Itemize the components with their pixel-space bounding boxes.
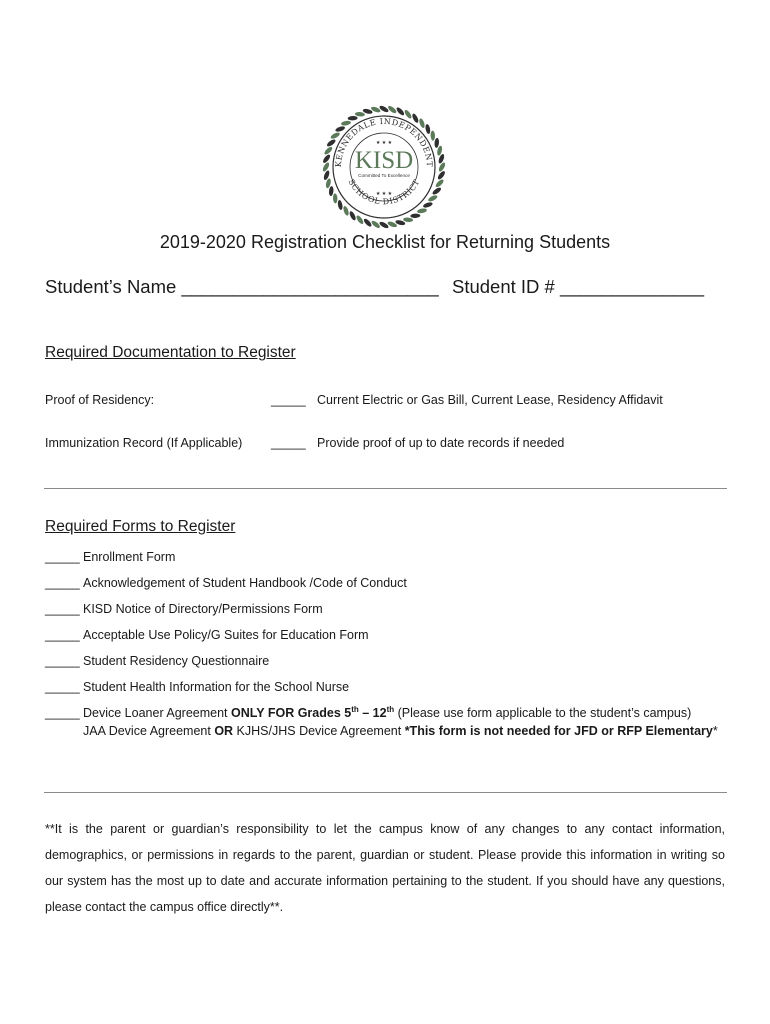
divider (44, 792, 727, 793)
laurel-leaf (348, 210, 356, 221)
checkbox-blank[interactable]: _____ (45, 602, 80, 616)
laurel-leaf (330, 131, 341, 139)
form-item-directory[interactable] (45, 602, 323, 616)
laurel-leaf (387, 105, 398, 115)
laurel-leaf (411, 113, 419, 124)
form-item-label: Student Health Information for the School Nurse (83, 680, 350, 694)
checkbox-blank[interactable]: _____ (45, 550, 80, 564)
device-text-b: ONLY FOR Grades 5 (231, 706, 352, 720)
laurel-leaf (430, 131, 435, 141)
logo-tagline: Committed To Excellence (358, 173, 410, 178)
checkbox-blank[interactable]: _____ (45, 576, 80, 590)
logo-ring-text-bottom: SCHOOL DISTRICT (346, 177, 422, 207)
checkbox-blank[interactable]: _____ (45, 706, 80, 720)
form-item-enrollment[interactable] (45, 550, 175, 564)
laurel-leaf (431, 186, 442, 195)
kisd-logo (319, 102, 449, 232)
device-agreement-subline (83, 724, 718, 738)
laurel-leaf (323, 146, 333, 156)
doc-label-immunization: Immunization Record (If Applicable) (45, 436, 243, 450)
laurel-leaf (337, 200, 343, 211)
page-title: 2019-2020 Registration Checklist for Returning Students (159, 232, 611, 252)
laurel-leaf (438, 162, 447, 173)
student-id-blank[interactable]: ______________ (559, 276, 705, 297)
laurel-leaf (341, 120, 352, 126)
logo-stars-bottom: ★ ★ ★ (375, 191, 393, 197)
form-item-label: Student Residency Questionnaire (83, 654, 270, 668)
laurel-leaf (355, 112, 365, 117)
logo-acronym: KISD (354, 147, 414, 174)
doc-blank-immunization[interactable]: _____ (271, 436, 306, 450)
laurel-leaf (425, 124, 431, 135)
checkbox-blank[interactable]: _____ (45, 628, 80, 642)
device-text-d: (Please use form applicable to the student’s campus) (394, 706, 692, 720)
laurel-leaf (342, 205, 349, 216)
form-item-residency-questionnaire[interactable] (45, 654, 269, 668)
laurel-leaf (363, 218, 373, 228)
laurel-leaf (418, 118, 425, 129)
form-item-label: Acceptable Use Policy/G Suites for Education Form (83, 628, 369, 642)
laurel-leaf (379, 105, 390, 114)
device-text-h: *This form is not needed for JFD or RFP Elementary (404, 724, 713, 738)
logo-ring-text-top: KENNEDALE INDEPENDENT (333, 116, 435, 168)
doc-blank-residency[interactable]: _____ (271, 393, 306, 407)
checkbox-blank[interactable]: _____ (45, 654, 80, 668)
form-item-health-info[interactable] (45, 680, 349, 694)
laurel-leaf (379, 221, 390, 230)
student-name-label: Student’s Name (45, 276, 177, 297)
device-sup-2: th (386, 704, 395, 714)
forms-heading: Required Forms to Register (45, 518, 236, 535)
laurel-leaf (437, 170, 447, 181)
form-item-label: Enrollment Form (83, 550, 176, 564)
device-text-e: JAA Device Agreement (83, 724, 215, 738)
documentation-heading: Required Documentation to Register (45, 344, 296, 361)
laurel-leaf (422, 201, 433, 208)
device-text-i: * (712, 724, 718, 738)
divider (44, 488, 727, 489)
laurel-leaf (322, 162, 331, 173)
laurel-leaf (322, 153, 332, 164)
laurel-leaf (329, 186, 334, 196)
device-text-f: OR (214, 724, 234, 738)
student-name-field[interactable] (45, 276, 439, 298)
student-name-blank[interactable]: _________________________ (181, 276, 439, 297)
device-sup-1: th (351, 704, 359, 714)
form-item-handbook[interactable] (45, 576, 407, 590)
doc-desc-residency: Current Electric or Gas Bill, Current Lease, Residency Affidavit (317, 393, 663, 407)
laurel-leaf (435, 178, 445, 188)
device-text-c: – 12 (358, 706, 387, 720)
device-text-g: KJHS/JHS Device Agreement (233, 724, 405, 738)
laurel-leaf (348, 116, 358, 121)
laurel-leaf (335, 125, 346, 132)
student-id-label: Student ID # (452, 276, 555, 297)
doc-desc-immunization: Provide proof of up to date records if needed (317, 436, 565, 450)
laurel-leaf (403, 217, 413, 222)
laurel-leaf (326, 138, 337, 147)
laurel-leaf (410, 213, 420, 218)
laurel-leaf (333, 193, 338, 203)
form-item-label: KISD Notice of Directory/Permissions Form (83, 602, 323, 616)
laurel-leaf (434, 138, 439, 148)
laurel-leaf (417, 208, 428, 214)
form-item-label: Acknowledgement of Student Handbook /Code of Conduct (83, 576, 407, 590)
laurel-leaf (355, 214, 364, 225)
form-item-aup[interactable] (45, 628, 369, 642)
laurel-leaf (427, 194, 438, 202)
parent-responsibility-note: **It is the parent or guardian’s responsibility to let the campus know of any changes to any contact information, demographics, or permissions in regards to the parent, guardian or student. Please provide this information in writing so our system has the most up to date and accurate information pertaining to the student. If you should have any questions, please contact the campus office directly**. (45, 822, 725, 914)
checkbox-blank[interactable]: _____ (45, 680, 80, 694)
doc-label-residency: Proof of Residency: (45, 393, 155, 407)
laurel-leaf (370, 220, 381, 230)
form-item-device-loaner[interactable] (45, 706, 691, 720)
laurel-leaf (403, 109, 412, 120)
laurel-leaf (395, 106, 405, 116)
device-text-a: Device Loaner Agreement (83, 706, 232, 720)
logo-stars-top: ★ ★ ★ (375, 140, 393, 146)
student-id-field[interactable] (452, 276, 704, 298)
